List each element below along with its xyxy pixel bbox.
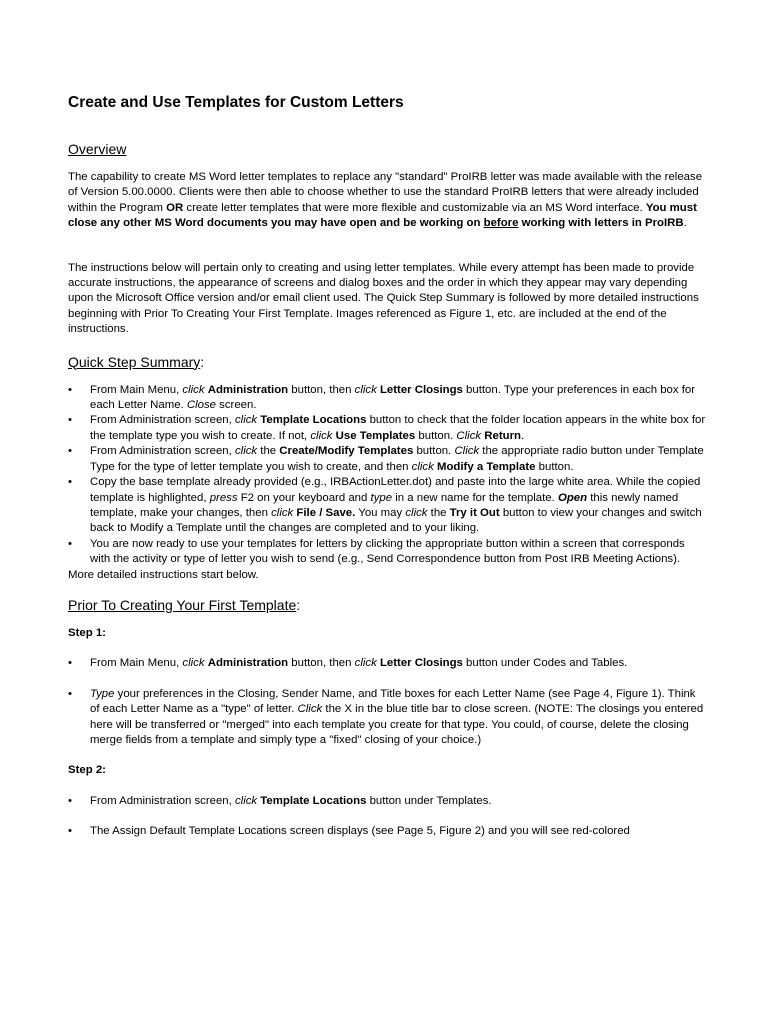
list-item: • From Main Menu, click Administration button, then click Letter Closings button. Type your preferences in each box for each Letter Name. Close screen. [68, 383, 708, 414]
list-item: • The Assign Default Template Locations screen displays (see Page 5, Figure 2) and you will see red-colored [68, 824, 708, 839]
step-1-list [68, 656, 708, 748]
list-item: • From Administration screen, click the Create/Modify Templates button. Click the appropriate radio button under Template Type for the type of letter template you wish to create, and then click Modify a Template button. [68, 444, 708, 475]
prior-heading: Prior To Creating Your First Template: [68, 596, 301, 613]
overview-paragraph-1: The capability to create MS Word letter templates to replace any "standard" ProIRB letter was made available with the release of Version 5.00.0000. Clients were then able to choose whether to use the standard ProIRB letters that were already included within the Program OR create letter templates that were more flexible and customizable via an MS Word interface. You must close any other MS Word documents you may have open and be working on before working with letters in ProIRB. [68, 171, 703, 230]
more-instructions-text: More detailed instructions start below. [68, 568, 259, 581]
document-content [68, 93, 708, 855]
list-item: • From Administration screen, click Template Locations button under Templates. [68, 794, 708, 809]
document-title: Create and Use Templates for Custom Letters [68, 94, 404, 111]
list-item: • From Administration screen, click Template Locations button to check that the folder location appears in the white box for the template type you wish to create. If not, click Use Templates button. Click Return. [68, 413, 708, 444]
list-item: • Type your preferences in the Closing, Sender Name, and Title boxes for each Letter Name (see Page 4, Figure 1). Think of each Letter Name as a "type" of letter. Click the X in the blue title bar to close screen. (NOTE: The closings you entered here will be transferred or "merged" into each template you create for that type. You could, of course, delete the closing merge fields from a template and simply type a "fixed" closing of your choice.) [68, 687, 708, 749]
list-item: • From Main Menu, click Administration button, then click Letter Closings button under Codes and Tables. [68, 656, 708, 671]
quick-step-list [68, 383, 708, 568]
step-2-list [68, 794, 708, 840]
list-item: • Copy the base template already provided (e.g., IRBActionLetter.dot) and paste into the large white area. While the copied template is highlighted, press F2 on your keyboard and type in a new name for the template. Open this newly named template, make your changes, then click File / Save. You may click the Try it Out button to view your changes and switch back to Modify a Template until the changes are completed and to your liking. [68, 475, 708, 537]
quick-step-heading: Quick Step Summary: [68, 353, 205, 370]
step-2-title: Step 2: [68, 764, 106, 777]
step-1-title: Step 1: [68, 626, 106, 639]
overview-heading: Overview [68, 141, 127, 157]
list-item: • You are now ready to use your templates for letters by clicking the appropriate button within a screen that corresponds with the activity or type of letter you wish to send (e.g., Send Correspondence button from Post IRB Meeting Actions). [68, 537, 708, 568]
overview-paragraph-2: The instructions below will pertain only to creating and using letter templates. While every attempt has been made to provide accurate instructions, the appearance of screens and dialog boxes and the order in which they appear may vary depending upon the Microsoft Office version and/or email client used. The Quick Step Summary is followed by more detailed instructions beginning with Prior To Creating Your First Template. Images referenced as Figure 1, etc. are included at the end of the instructions. [68, 261, 699, 336]
